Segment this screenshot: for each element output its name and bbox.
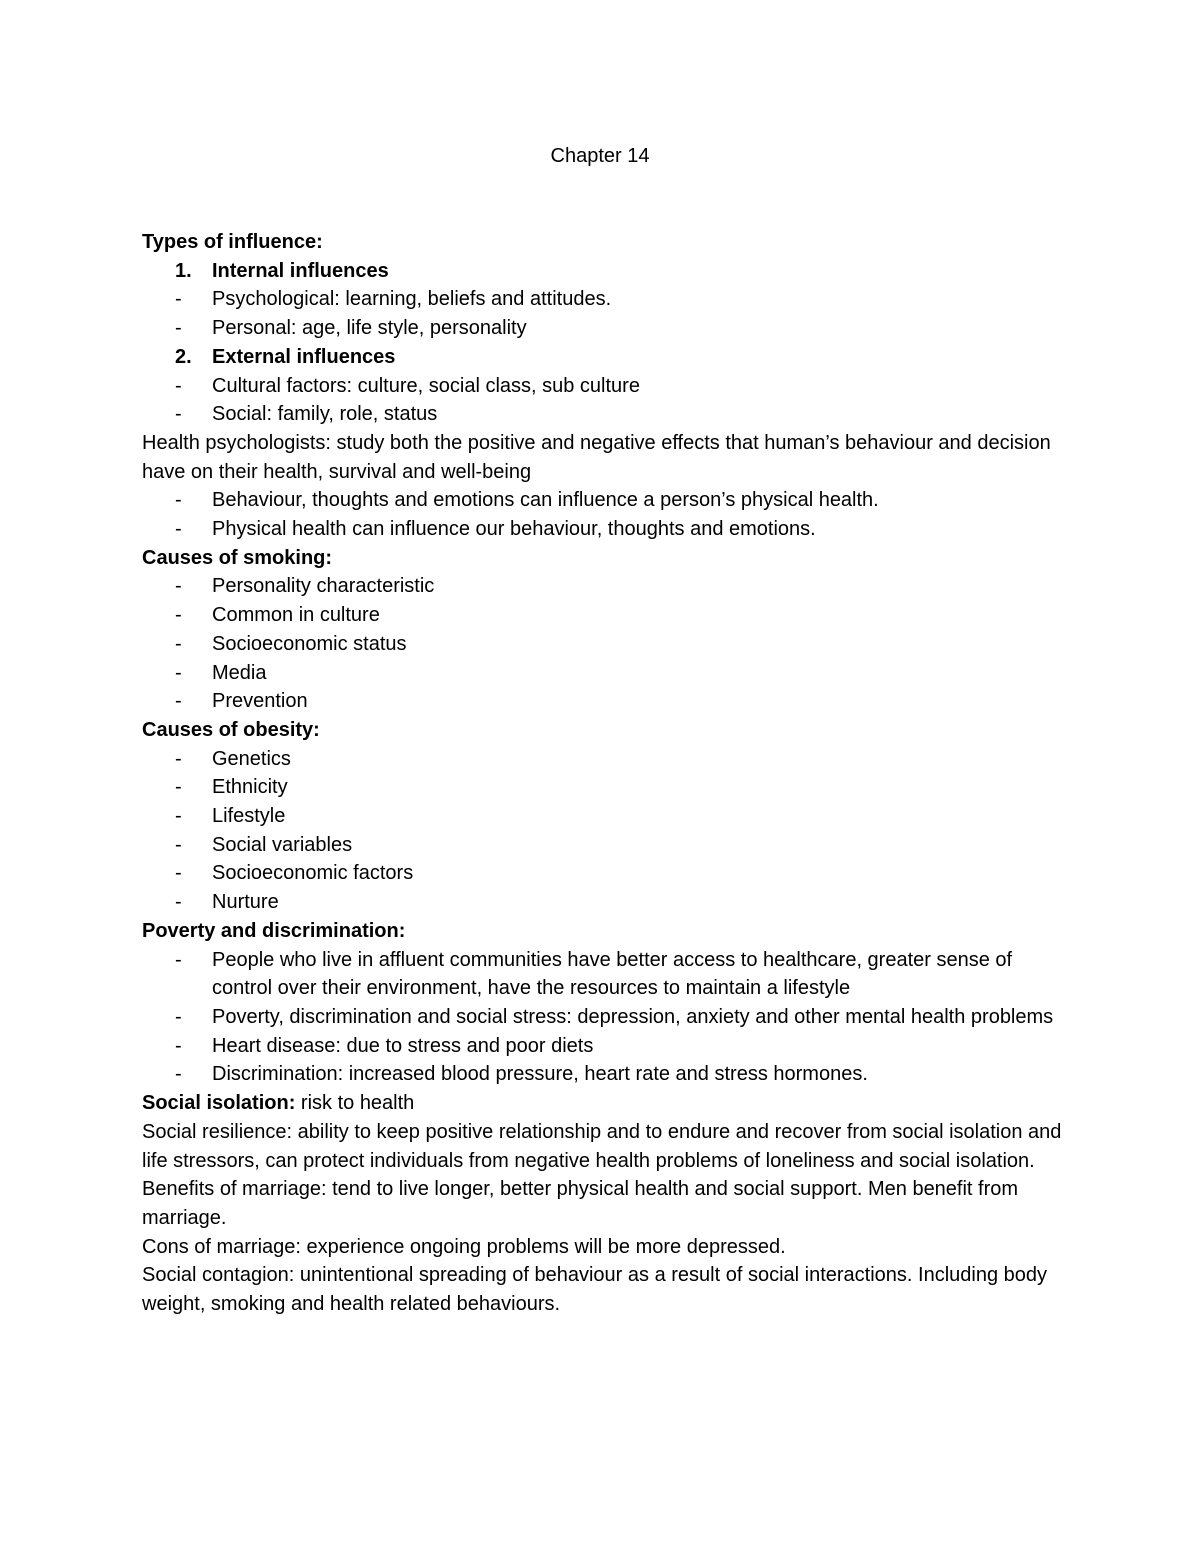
numbered-item-label: External influences <box>212 345 396 368</box>
list-item <box>142 888 1062 917</box>
list-item-text: Cultural factors: culture, social class, sub culture <box>212 374 640 397</box>
bullet-dash: - <box>175 518 182 541</box>
list-item-text: Socioeconomic status <box>212 632 407 655</box>
list-item-text: Socioeconomic factors <box>212 862 414 885</box>
bullet-dash: - <box>175 948 182 971</box>
list-item <box>142 1003 1062 1032</box>
bullet-dash: - <box>175 891 182 914</box>
paragraph-social-resilience: Social resilience: ability to keep positive relationship and to endure and recover from social isolation and life stressors, can protect individuals from negative health problems of loneliness and social isolation. <box>142 1120 1062 1172</box>
list-item <box>142 659 1062 688</box>
list-item-text: Social: family, role, status <box>212 403 438 426</box>
list-item <box>142 831 1062 860</box>
list-item <box>142 745 1062 774</box>
list-item <box>142 630 1062 659</box>
bullet-dash: - <box>175 805 182 828</box>
list-item <box>142 802 1062 831</box>
list-item-text: Behaviour, thoughts and emotions can influence a person’s physical health. <box>212 489 879 512</box>
list-item <box>142 314 1062 343</box>
list-item <box>142 515 1062 544</box>
section-heading-influence: Types of influence: <box>142 231 323 253</box>
list-item-text: Genetics <box>212 747 291 770</box>
list-item <box>142 1032 1062 1061</box>
list-item-text: Prevention <box>212 690 308 713</box>
bullet-dash: - <box>175 747 182 770</box>
list-number: 1. <box>175 259 192 282</box>
bullet-dash: - <box>175 661 182 684</box>
bullet-dash: - <box>175 374 182 397</box>
list-number: 2. <box>175 345 192 368</box>
bullet-dash: - <box>175 403 182 426</box>
list-item <box>142 285 1062 314</box>
paragraph-marriage-cons: Cons of marriage: experience ongoing problems will be more depressed. <box>142 1235 786 1258</box>
bullet-dash: - <box>175 317 182 340</box>
list-item-text: Nurture <box>212 891 279 914</box>
bullet-dash: - <box>175 1005 182 1028</box>
bullet-dash: - <box>175 632 182 655</box>
numbered-item-label: Internal influences <box>212 259 389 282</box>
page-title: Chapter 14 <box>550 145 650 167</box>
bullet-dash: - <box>175 862 182 885</box>
paragraph-marriage-benefits: Benefits of marriage: tend to live longer, better physical health and social support. Men benefit from marriage. <box>142 1178 1019 1229</box>
list-item-text: Poverty, discrimination and social stress: depression, anxiety and other mental health problems <box>212 1005 1054 1028</box>
bullet-dash: - <box>175 604 182 627</box>
bullet-dash: - <box>175 575 182 598</box>
social-isolation-label: Social isolation: <box>142 1092 296 1115</box>
list-item-text: Heart disease: due to stress and poor diets <box>212 1034 594 1057</box>
numbered-item-internal <box>142 257 1062 286</box>
list-item-text: Discrimination: increased blood pressure, heart rate and stress hormones. <box>212 1063 868 1086</box>
list-item-text: Personal: age, life style, personality <box>212 317 527 340</box>
section-heading-smoking: Causes of smoking: <box>142 546 333 569</box>
bullet-dash: - <box>175 1063 182 1086</box>
list-item-text: Ethnicity <box>212 776 288 799</box>
list-item <box>142 946 1062 1003</box>
section-heading-obesity: Causes of obesity: <box>142 718 320 741</box>
paragraph-social-isolation <box>142 1089 1062 1118</box>
bullet-dash: - <box>175 776 182 799</box>
list-item <box>142 687 1062 716</box>
list-item-text: Psychological: learning, beliefs and attitudes. <box>212 288 612 311</box>
list-item <box>142 400 1062 429</box>
list-item <box>142 1060 1062 1089</box>
list-item <box>142 773 1062 802</box>
list-item-text: People who live in affluent communities have better access to healthcare, greater sense of control over their environment, have the resources to maintain a lifestyle <box>212 948 1013 1000</box>
list-item-text: Common in culture <box>212 604 380 627</box>
section-heading-poverty: Poverty and discrimination: <box>142 919 406 942</box>
list-item-text: Social variables <box>212 833 353 856</box>
list-item-text: Physical health can influence our behaviour, thoughts and emotions. <box>212 518 816 541</box>
list-item <box>142 372 1062 401</box>
numbered-item-external <box>142 343 1062 372</box>
list-item <box>142 601 1062 630</box>
list-item-text: Personality characteristic <box>212 575 435 598</box>
bullet-dash: - <box>175 1034 182 1057</box>
list-item <box>142 486 1062 515</box>
bullet-dash: - <box>175 833 182 856</box>
document-body <box>142 228 1062 1319</box>
list-item <box>142 859 1062 888</box>
list-item-text: Media <box>212 661 267 684</box>
social-isolation-text: risk to health <box>295 1092 415 1115</box>
bullet-dash: - <box>175 489 182 512</box>
list-item-text: Lifestyle <box>212 805 286 828</box>
bullet-dash: - <box>175 288 182 311</box>
list-item <box>142 572 1062 601</box>
paragraph-health-psychologists: Health psychologists: study both the positive and negative effects that human’s behaviour and decision have on their health, survival and well-being <box>142 431 1051 483</box>
paragraph-social-contagion: Social contagion: unintentional spreading of behaviour as a result of social interactions. Including body weight, smoking and health related behaviours. <box>142 1264 1048 1316</box>
bullet-dash: - <box>175 690 182 713</box>
